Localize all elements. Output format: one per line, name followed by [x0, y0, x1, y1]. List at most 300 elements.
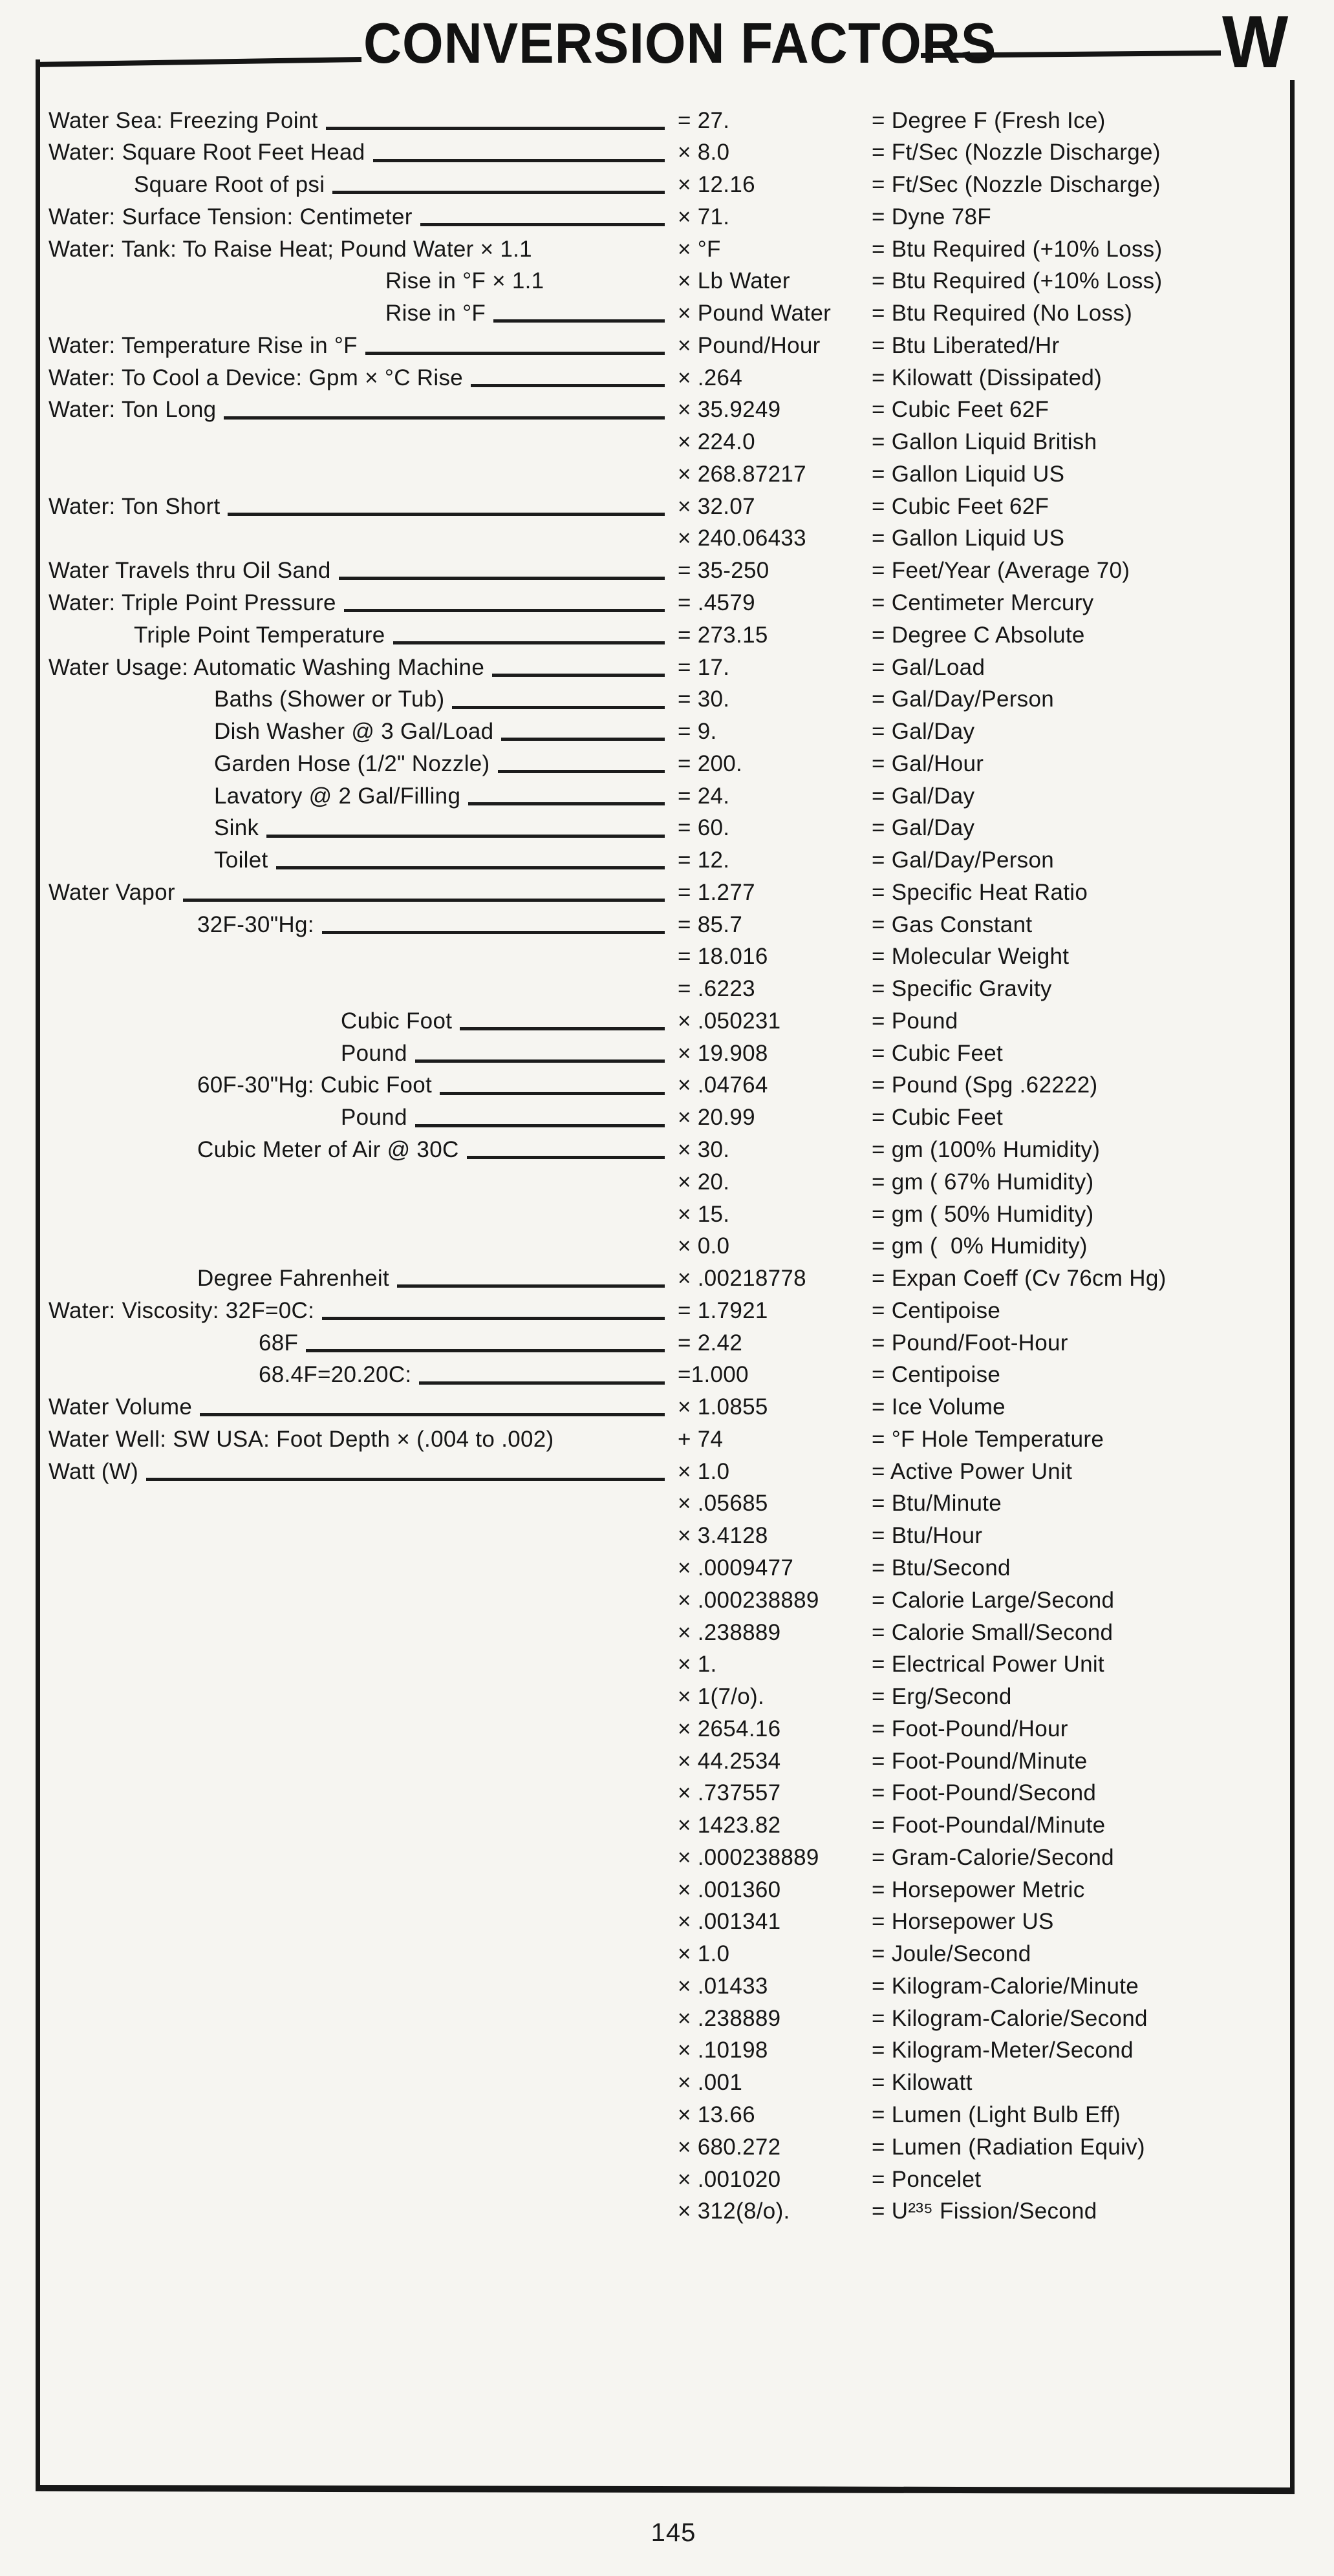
row-result: = Dyne 78F — [872, 204, 991, 229]
row-label: Water: Square Root Feet Head — [48, 140, 365, 165]
row-factor: × .001 — [678, 2070, 743, 2096]
table-row — [48, 875, 1287, 907]
row-label-cell — [48, 1427, 666, 1453]
row-factor: × .001341 — [678, 1909, 781, 1935]
title-rule-left — [37, 57, 361, 67]
row-label-cell — [48, 847, 666, 873]
row-label: Water: Triple Point Pressure — [48, 590, 336, 615]
table-row — [48, 1068, 1287, 1100]
row-label-cell — [48, 783, 666, 809]
row-factor: × 20.99 — [678, 1105, 755, 1131]
row-factor: × 224.0 — [678, 429, 755, 455]
table-row — [48, 1904, 1287, 1937]
row-result: = Btu/Minute — [872, 1491, 1002, 1517]
row-label: Degree Fahrenheit — [197, 1266, 389, 1292]
table-row — [48, 296, 1287, 328]
row-factor: = 273.15 — [678, 622, 768, 648]
table-row — [48, 456, 1287, 489]
row-factor: × .10198 — [678, 2038, 768, 2063]
table-row — [48, 1133, 1287, 1165]
table-row — [48, 617, 1287, 650]
row-result: = Gallon Liquid US — [872, 526, 1065, 551]
table-row — [48, 2129, 1287, 2162]
table-row — [48, 650, 1287, 682]
row-factor: = 9. — [678, 719, 717, 745]
table-row — [48, 714, 1287, 747]
table-row — [48, 1679, 1287, 1712]
table-row — [48, 1100, 1287, 1133]
leader-line — [393, 641, 665, 644]
table-row — [48, 1293, 1287, 1325]
leader-line — [224, 416, 665, 420]
row-factor: × .000238889 — [678, 1844, 819, 1870]
table-row — [48, 135, 1287, 167]
row-result: = Gal/Day/Person — [872, 687, 1055, 712]
row-label-cell — [48, 815, 666, 841]
row-label: Water Volume — [48, 1394, 193, 1420]
row-label-cell — [48, 1298, 666, 1324]
row-result: = Btu Required (+10% Loss) — [872, 236, 1163, 262]
page-number: 145 — [651, 2518, 696, 2547]
table-row — [48, 746, 1287, 778]
table-row — [48, 1390, 1287, 1422]
page-border-bottom — [36, 2485, 1295, 2494]
row-factor: × .001360 — [678, 1877, 781, 1902]
row-result: = Gal/Load — [872, 654, 985, 680]
leader-line — [498, 770, 665, 773]
row-label: 68F — [259, 1330, 299, 1356]
row-factor: = 1.7921 — [678, 1297, 768, 1323]
row-result: = Btu Liberated/Hr — [872, 332, 1060, 358]
table-row — [48, 1937, 1287, 1969]
row-result: = Erg/Second — [872, 1684, 1012, 1710]
row-result: = °F Hole Temperature — [872, 1426, 1104, 1452]
table-row — [48, 360, 1287, 392]
leader-line — [419, 1381, 665, 1385]
row-factor: × .737557 — [678, 1780, 781, 1806]
table-row — [48, 328, 1287, 360]
table-row — [48, 585, 1287, 617]
table-row — [48, 425, 1287, 457]
row-label: Water: Temperature Rise in °F — [48, 332, 358, 358]
leader-line — [266, 835, 665, 838]
row-result: = Feet/Year (Average 70) — [872, 558, 1130, 584]
row-result: = Poncelet — [872, 2166, 982, 2192]
row-result: = Molecular Weight — [872, 944, 1070, 970]
row-label: 32F-30"Hg: — [197, 911, 314, 937]
row-result: = Gas Constant — [872, 911, 1033, 937]
row-factor: × Pound/Hour — [678, 332, 821, 358]
row-factor: × .238889 — [678, 1619, 781, 1645]
table-row — [48, 2097, 1287, 2129]
row-label-cell — [48, 1266, 666, 1292]
row-label: Water: Ton Short — [48, 493, 221, 519]
table-row — [48, 1743, 1287, 1776]
row-result: = Kilogram-Calorie/Second — [872, 2005, 1148, 2031]
row-result: = Gal/Day — [872, 815, 975, 841]
row-result: = Btu Required (+10% Loss) — [872, 268, 1163, 294]
row-result: = gm (100% Humidity) — [872, 1137, 1101, 1163]
row-label: 60F-30"Hg: Cubic Foot — [197, 1072, 433, 1098]
row-label: Water: Tank: To Raise Heat; Pound Water × 1.1 — [48, 236, 532, 262]
row-result: = Foot-Pound/Hour — [872, 1716, 1068, 1741]
row-label-cell — [48, 719, 666, 745]
row-result: = Kilowatt (Dissipated) — [872, 365, 1103, 390]
row-factor: × .0009477 — [678, 1555, 794, 1581]
row-factor: = 17. — [678, 654, 730, 680]
row-result: = gm ( 67% Humidity) — [872, 1169, 1094, 1195]
table-row — [48, 2162, 1287, 2194]
row-label: Water Usage: Automatic Washing Machine — [48, 654, 485, 680]
row-label-cell — [48, 172, 666, 198]
row-result: = Btu/Hour — [872, 1523, 983, 1549]
row-result: = Horsepower Metric — [872, 1877, 1085, 1902]
row-result: = Specific Heat Ratio — [872, 879, 1088, 905]
row-label-cell — [48, 494, 666, 520]
row-label-cell — [48, 1041, 666, 1067]
row-factor: × 44.2534 — [678, 1748, 781, 1774]
row-label: Watt (W) — [48, 1458, 139, 1484]
table-row — [48, 1325, 1287, 1357]
row-label: Pound — [341, 1040, 407, 1066]
row-factor: = 200. — [678, 750, 743, 776]
table-row — [48, 1261, 1287, 1293]
leader-line — [492, 674, 665, 677]
row-label-cell — [48, 1137, 666, 1163]
row-factor: × 1. — [678, 1652, 717, 1677]
leader-line — [322, 931, 665, 934]
row-label-cell — [48, 751, 666, 777]
row-factor: × 1(7/o). — [678, 1684, 765, 1710]
row-label: Water: To Cool a Device: Gpm × °C Rise — [48, 365, 464, 390]
section-letter: W — [1222, 1, 1289, 83]
leader-line — [440, 1092, 665, 1095]
table-row — [48, 521, 1287, 553]
row-factor: × 71. — [678, 204, 730, 229]
leader-line — [339, 577, 665, 580]
row-factor: = 35-250 — [678, 558, 769, 584]
row-result: = Kilogram-Calorie/Minute — [872, 1973, 1139, 1999]
table-row — [48, 1615, 1287, 1647]
row-factor: × 1.0855 — [678, 1394, 768, 1420]
page-border-left — [36, 59, 40, 2490]
leader-line — [365, 352, 665, 355]
row-result: = gm ( 0% Humidity) — [872, 1233, 1088, 1259]
row-label: Lavatory @ 2 Gal/Filling — [214, 783, 461, 809]
row-label-cell — [48, 268, 666, 294]
row-factor: × .05685 — [678, 1491, 768, 1517]
row-result: = Degree C Absolute — [872, 622, 1085, 648]
row-factor: = 27. — [678, 107, 730, 133]
row-result: = Centimeter Mercury — [872, 590, 1094, 615]
row-label: Cubic Foot — [341, 1008, 453, 1034]
row-factor: × 2654.16 — [678, 1716, 781, 1741]
row-label-cell — [48, 1072, 666, 1098]
row-factor: × .001020 — [678, 2166, 781, 2192]
row-factor: × 35.9249 — [678, 397, 781, 423]
row-factor: × Lb Water — [678, 268, 790, 294]
row-label: 68.4F=20.20C: — [259, 1362, 412, 1388]
row-factor: × 30. — [678, 1137, 730, 1163]
row-result: = Gallon Liquid British — [872, 429, 1097, 455]
row-result: = Lumen (Light Bulb Eff) — [872, 2102, 1121, 2127]
row-result: = Pound — [872, 1008, 958, 1034]
row-factor: = .6223 — [678, 976, 755, 1002]
row-label: Water Vapor — [48, 879, 175, 905]
leader-line — [373, 159, 665, 162]
row-result: = Gallon Liquid US — [872, 461, 1065, 487]
row-result: = Pound/Foot-Hour — [872, 1330, 1068, 1356]
leader-line — [415, 1059, 665, 1063]
table-row — [48, 939, 1287, 972]
table-row — [48, 167, 1287, 200]
row-factor: = 12. — [678, 847, 730, 873]
leader-line — [276, 866, 665, 869]
row-label-cell — [48, 1105, 666, 1131]
row-result: = U²³⁵ Fission/Second — [872, 2198, 1097, 2224]
row-factor: × Pound Water — [678, 301, 832, 326]
row-factor: × °F — [678, 236, 721, 262]
row-label: Water: Surface Tension: Centimeter — [48, 204, 413, 229]
leader-line — [415, 1124, 665, 1127]
leader-line — [322, 1317, 665, 1320]
table-row — [48, 2065, 1287, 2098]
row-factor: × 32.07 — [678, 493, 755, 519]
row-result: = Kilowatt — [872, 2070, 973, 2096]
row-result: = Gal/Hour — [872, 750, 984, 776]
row-factor: × 312(8/o). — [678, 2198, 790, 2224]
row-label-cell — [48, 590, 666, 616]
row-factor: × 13.66 — [678, 2102, 755, 2127]
row-label: Square Root of psi — [134, 172, 325, 198]
leader-line — [493, 319, 665, 323]
row-factor: × .264 — [678, 365, 743, 390]
row-result: = Foot-Pound/Second — [872, 1780, 1097, 1806]
leader-line — [146, 1478, 665, 1481]
row-label-cell — [48, 912, 666, 938]
row-result: = Joule/Second — [872, 1941, 1031, 1967]
row-result: = Horsepower US — [872, 1909, 1054, 1935]
row-label: Pound — [341, 1105, 407, 1131]
table-row — [48, 2033, 1287, 2065]
table-row — [48, 907, 1287, 939]
table-row — [48, 972, 1287, 1004]
row-label: Cubic Meter of Air @ 30C — [197, 1137, 459, 1163]
row-label-cell — [48, 687, 666, 712]
row-result: = Electrical Power Unit — [872, 1652, 1104, 1677]
row-label: Sink — [214, 815, 259, 841]
row-result: = Btu Required (No Loss) — [872, 301, 1133, 326]
row-label-cell — [48, 108, 666, 134]
table-row — [48, 1840, 1287, 1872]
row-factor: × .01433 — [678, 1973, 768, 1999]
table-row — [48, 1421, 1287, 1454]
row-label: Water: Viscosity: 32F=0C: — [48, 1297, 315, 1323]
table-row — [48, 682, 1287, 714]
row-label: Water Sea: Freezing Point — [48, 107, 318, 133]
row-label-cell — [48, 1362, 666, 1388]
leader-line — [460, 1027, 665, 1030]
row-factor: × .238889 — [678, 2005, 781, 2031]
row-result: = Degree F (Fresh Ice) — [872, 107, 1106, 133]
row-factor: × 19.908 — [678, 1040, 768, 1066]
table-row — [48, 1872, 1287, 1904]
row-result: = Foot-Poundal/Minute — [872, 1813, 1106, 1838]
table-row — [48, 1776, 1287, 1808]
row-result: = Expan Coeff (Cv 76cm Hg) — [872, 1266, 1167, 1292]
row-result: = Gal/Day — [872, 783, 975, 809]
row-factor: = 60. — [678, 815, 730, 841]
table-row — [48, 264, 1287, 296]
table-row — [48, 1036, 1287, 1068]
leader-line — [420, 223, 665, 226]
row-label: Toilet — [214, 847, 268, 873]
row-result: = Ft/Sec (Nozzle Discharge) — [872, 172, 1161, 198]
row-result: = Pound (Spg .62222) — [872, 1072, 1098, 1098]
row-result: = Active Power Unit — [872, 1458, 1073, 1484]
table-row — [48, 103, 1287, 135]
row-result: = Kilogram-Meter/Second — [872, 2038, 1134, 2063]
row-factor: × 15. — [678, 1201, 730, 1227]
row-factor: × 268.87217 — [678, 461, 806, 487]
row-factor: × 20. — [678, 1169, 730, 1195]
row-factor: = 18.016 — [678, 944, 768, 970]
table-row — [48, 1003, 1287, 1036]
table-row — [48, 1582, 1287, 1615]
row-factor: = .4579 — [678, 590, 755, 615]
row-label-cell — [48, 1394, 666, 1420]
row-label-cell — [48, 365, 666, 391]
page-title: CONVERSION FACTORS — [363, 11, 997, 75]
row-label-cell — [48, 1330, 666, 1356]
table-row — [48, 1518, 1287, 1551]
row-result: = Foot-Pound/Minute — [872, 1748, 1088, 1774]
row-label-cell — [48, 623, 666, 648]
row-label-cell — [48, 140, 666, 165]
row-factor: = 24. — [678, 783, 730, 809]
row-label: Rise in °F × 1.1 — [385, 268, 544, 294]
leader-line — [467, 1156, 665, 1159]
table-row — [48, 1229, 1287, 1261]
leader-line — [468, 802, 665, 805]
row-result: = Calorie Small/Second — [872, 1619, 1113, 1645]
leader-line — [228, 513, 665, 516]
row-result: = Cubic Feet 62F — [872, 397, 1049, 423]
table-row — [48, 1164, 1287, 1197]
row-label-cell — [48, 558, 666, 584]
table-row — [48, 1808, 1287, 1840]
row-label-cell — [48, 880, 666, 906]
row-label: Water Travels thru Oil Sand — [48, 558, 331, 584]
table-row — [48, 231, 1287, 264]
row-result: = Calorie Large/Second — [872, 1587, 1115, 1613]
table-row — [48, 1968, 1287, 2001]
row-result: = Gal/Day/Person — [872, 847, 1055, 873]
table-row — [48, 2194, 1287, 2226]
table-row — [48, 199, 1287, 231]
leader-line — [326, 127, 665, 130]
table-row — [48, 489, 1287, 521]
row-label-cell — [48, 237, 666, 262]
page-border-right — [1290, 80, 1295, 2491]
row-result: = gm ( 50% Humidity) — [872, 1201, 1094, 1227]
leader-line — [452, 706, 665, 709]
row-factor: × 680.272 — [678, 2134, 781, 2160]
row-result: = Cubic Feet — [872, 1105, 1004, 1131]
row-label-cell — [48, 204, 666, 230]
leader-line — [397, 1284, 665, 1288]
row-factor: × 8.0 — [678, 140, 730, 165]
row-result: = Gal/Day — [872, 719, 975, 745]
row-factor: × .04764 — [678, 1072, 768, 1098]
row-factor: × .050231 — [678, 1008, 781, 1034]
row-factor: = 1.277 — [678, 879, 755, 905]
table-row — [48, 1357, 1287, 1390]
row-label: Water Well: SW USA: Foot Depth × (.004 to .002) — [48, 1426, 554, 1452]
row-result: = Cubic Feet 62F — [872, 493, 1049, 519]
row-factor: = 85.7 — [678, 911, 743, 937]
row-factor: × .000238889 — [678, 1587, 819, 1613]
row-label: Rise in °F — [385, 301, 486, 326]
row-factor: × 3.4128 — [678, 1523, 768, 1549]
table-row — [48, 392, 1287, 425]
leader-line — [306, 1349, 665, 1352]
row-label-cell — [48, 301, 666, 326]
row-factor: × 240.06433 — [678, 526, 806, 551]
row-result: = Centipoise — [872, 1362, 1001, 1388]
row-factor: =1.000 — [678, 1362, 749, 1388]
row-result: = Ice Volume — [872, 1394, 1006, 1420]
row-result: = Specific Gravity — [872, 976, 1052, 1002]
row-label: Triple Point Temperature — [134, 622, 385, 648]
row-factor: × 0.0 — [678, 1233, 730, 1259]
table-row — [48, 778, 1287, 811]
row-label-cell — [48, 655, 666, 681]
row-result: = Centipoise — [872, 1297, 1001, 1323]
table-row — [48, 1454, 1287, 1486]
row-factor: × 1.0 — [678, 1941, 730, 1967]
leader-line — [344, 609, 665, 612]
row-label-cell — [48, 397, 666, 423]
leader-line — [501, 738, 665, 741]
table-row — [48, 811, 1287, 843]
row-label-cell — [48, 1008, 666, 1034]
leader-line — [183, 899, 665, 902]
table-row — [48, 553, 1287, 586]
table-row — [48, 843, 1287, 875]
row-label: Water: Ton Long — [48, 397, 217, 423]
table-row — [48, 1486, 1287, 1518]
leader-line — [332, 191, 665, 194]
row-result: = Gram-Calorie/Second — [872, 1844, 1114, 1870]
conversion-table — [48, 103, 1287, 2226]
table-row — [48, 1550, 1287, 1582]
leader-line — [200, 1413, 665, 1416]
row-label: Garden Hose (1/2" Nozzle) — [214, 750, 490, 776]
table-row — [48, 1197, 1287, 1229]
row-factor: × 12.16 — [678, 172, 755, 198]
leader-line — [471, 384, 665, 387]
row-result: = Lumen (Radiation Equiv) — [872, 2134, 1145, 2160]
row-result: = Ft/Sec (Nozzle Discharge) — [872, 140, 1161, 165]
row-factor: + 74 — [678, 1426, 724, 1452]
table-row — [48, 1647, 1287, 1679]
row-label-cell — [48, 1459, 666, 1485]
row-result: = Btu/Second — [872, 1555, 1011, 1581]
row-label-cell — [48, 333, 666, 359]
row-factor: × 1423.82 — [678, 1813, 781, 1838]
table-row — [48, 2001, 1287, 2033]
